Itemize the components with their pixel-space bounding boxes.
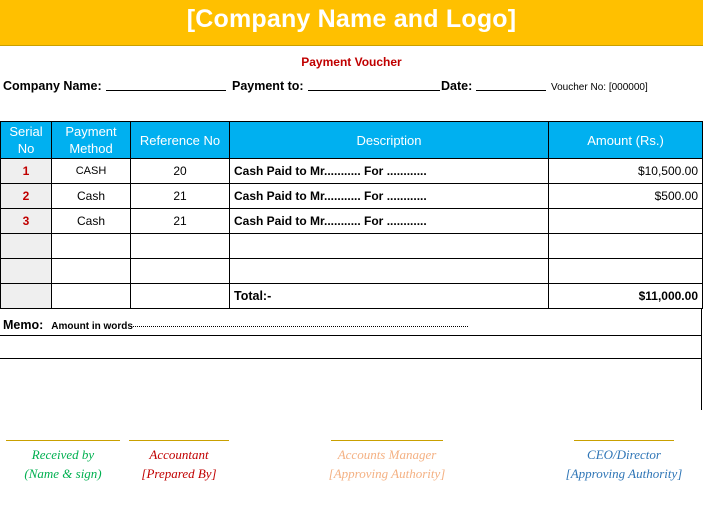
memo-label: Memo: <box>3 318 44 332</box>
table-header-row <box>1 122 703 159</box>
table-row <box>1 234 703 259</box>
header-description: Description <box>230 122 549 159</box>
description-cell[interactable]: Cash Paid to Mr........... For ............ <box>230 184 549 209</box>
accounts-manager-signature <box>314 440 460 483</box>
signature-line <box>574 440 674 441</box>
company-name-field[interactable] <box>3 79 226 93</box>
method-cell[interactable] <box>52 234 131 259</box>
amount-cell[interactable] <box>549 234 703 259</box>
received-by-title: Received by <box>31 447 95 462</box>
voucher-number: Voucher No: [000000] <box>551 82 648 93</box>
header-method-text: Payment Method <box>65 124 117 156</box>
reference-cell[interactable] <box>131 259 230 284</box>
serial-cell: 2 <box>1 184 52 209</box>
total-label: Total:- <box>230 284 549 309</box>
method-cell <box>52 284 131 309</box>
method-cell[interactable] <box>52 259 131 284</box>
serial-cell: 1 <box>1 159 52 184</box>
date-field[interactable] <box>441 79 546 93</box>
received-by-subtitle: (Name & sign) <box>24 466 102 481</box>
reference-cell[interactable] <box>131 234 230 259</box>
method-cell[interactable]: CASH <box>52 159 131 184</box>
accounts-manager-subtitle: [Approving Authority] <box>328 466 446 481</box>
payment-to-field[interactable] <box>232 79 440 93</box>
memo-bottom-border <box>0 358 702 359</box>
date-line <box>476 90 546 91</box>
amount-in-words-label: Amount in words <box>51 321 133 332</box>
header-reference: Reference No <box>131 122 230 159</box>
total-amount: $11,000.00 <box>549 284 703 309</box>
description-cell[interactable] <box>230 259 549 284</box>
signature-line <box>331 440 443 441</box>
serial-cell <box>1 284 52 309</box>
header-amount: Amount (Rs.) <box>549 122 703 159</box>
payment-to-label: Payment to: <box>232 79 304 93</box>
memo-field[interactable] <box>3 318 468 332</box>
company-name-label: Company Name: <box>3 79 102 93</box>
memo-underline <box>0 335 702 336</box>
signature-line <box>6 440 120 441</box>
header-serial <box>1 122 52 159</box>
table-row <box>1 209 703 234</box>
date-label: Date: <box>441 79 473 93</box>
company-name-line <box>106 90 226 91</box>
right-border <box>701 308 702 410</box>
method-cell[interactable]: Cash <box>52 184 131 209</box>
method-cell[interactable]: Cash <box>52 209 131 234</box>
reference-cell[interactable]: 21 <box>131 209 230 234</box>
reference-cell <box>131 284 230 309</box>
ceo-director-title: CEO/Director <box>587 447 661 462</box>
company-banner <box>0 0 703 46</box>
ceo-director-subtitle: [Approving Authority] <box>565 466 683 481</box>
payment-to-line <box>308 90 440 91</box>
table-row <box>1 259 703 284</box>
reference-cell[interactable]: 21 <box>131 184 230 209</box>
accountant-title: Accountant <box>149 447 209 462</box>
payment-table <box>0 121 703 309</box>
total-row <box>1 284 703 309</box>
serial-cell: 3 <box>1 209 52 234</box>
amount-in-words-line <box>133 326 468 327</box>
ceo-director-signature <box>550 440 698 483</box>
signature-line <box>129 440 229 441</box>
description-cell[interactable]: Cash Paid to Mr........... For ............ <box>230 209 549 234</box>
accountant-signature <box>129 440 229 483</box>
table-row <box>1 184 703 209</box>
header-method <box>52 122 131 159</box>
reference-cell[interactable]: 20 <box>131 159 230 184</box>
serial-cell <box>1 234 52 259</box>
amount-cell[interactable]: $500.00 <box>549 184 703 209</box>
accountant-subtitle: [Prepared By] <box>141 466 217 481</box>
amount-cell[interactable] <box>549 259 703 284</box>
company-name-logo: [Company Name and Logo] <box>186 5 517 33</box>
amount-cell[interactable]: $10,500.00 <box>549 159 703 184</box>
header-serial-text: Serial No <box>9 124 43 156</box>
description-cell[interactable] <box>230 234 549 259</box>
table-row <box>1 159 703 184</box>
description-cell[interactable]: Cash Paid to Mr........... For ............ <box>230 159 549 184</box>
serial-cell <box>1 259 52 284</box>
amount-cell[interactable] <box>549 209 703 234</box>
accounts-manager-title: Accounts Manager <box>337 447 437 462</box>
received-by-signature <box>6 440 120 483</box>
voucher-title: Payment Voucher <box>301 55 402 69</box>
